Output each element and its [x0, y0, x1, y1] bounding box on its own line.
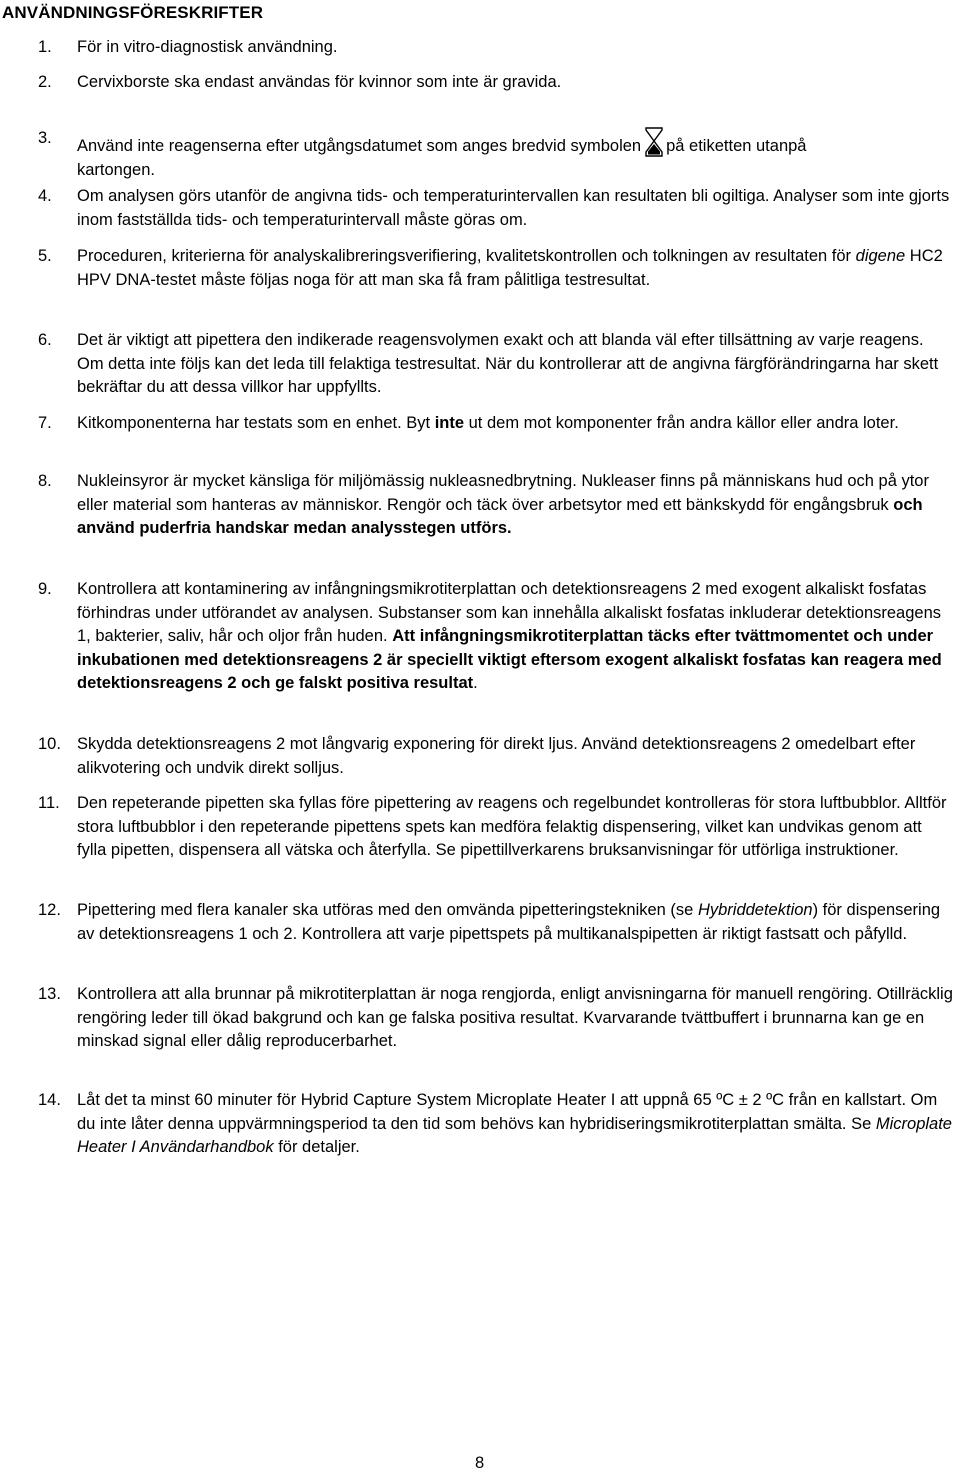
- list-item-1: [0, 36, 958, 60]
- list-item-12: [0, 899, 958, 946]
- item-text: Använd inte reagenserna efter utgångsdatumet som anges bredvid symbolen på etiketten utanpå kartongen.: [77, 127, 848, 182]
- item-text: Proceduren, kriterierna för analyskalibreringsverifiering, kvalitetskontrollen och tolkningen av resultaten för digene HC2 HPV DNA-testet måste följas noga för att man ska få fram pålitliga testresultat.: [77, 247, 943, 289]
- item-text: Den repeterande pipetten ska fyllas före pipettering av reagens och regelbundet kontrolleras för stora luftbubblor. Alltför stora luftbubblor i den repeterande pipettens spets kan medföra felaktig dispensering, vilket kan undvikas genom att fylla pipetten, dispensera all vätska och återfylla. Se pipettillverkarens bruksanvisningar för utförliga instruktioner.: [77, 794, 947, 859]
- list-item-13: [0, 983, 958, 1054]
- item-number: 2.: [38, 73, 52, 91]
- item-text: Om analysen görs utanför de angivna tids- och temperaturintervallen kan resultaten bli ogiltiga. Analyser som inte gjorts inom fastställda tids- och temperaturintervall måste göras om.: [77, 187, 950, 229]
- item-text: Låt det ta minst 60 minuter för Hybrid Capture System Microplate Heater I att uppnå 65 ºC ± 2 ºC från en kallstart. Om du inte låter denna uppvärmningsperiod ta den tid som behövs kan hybridiseringsmikrotiterplattan smälta. Se Microplate Heater I Användarhandbok för detaljer.: [77, 1091, 952, 1156]
- item-text: Pipettering med flera kanaler ska utföras med den omvända pipetteringstekniken (se Hybriddetektion) för dispensering av detektionsreagens 1 och 2. Kontrollera att varje pipettspets på multikanalspipetten är riktigt fastsatt och påfylld.: [77, 901, 941, 943]
- item-text: Det är viktigt att pipettera den indikerade reagensvolymen exakt och att blanda väl efter tillsättning av varje reagens. Om detta inte följs kan det leda till felaktiga testresultat. När du kontrollerar att de angivna färgförändringarna har skett bekräftar du att dessa villkor har uppfyllts.: [77, 331, 939, 396]
- list-item-6: [0, 329, 958, 400]
- hourglass-icon: [645, 127, 663, 157]
- item-text: Kontrollera att kontaminering av infångningsmikrotiterplattan och detektionsreagens 2 med exogent alkaliskt fosfatas förhindras under utförandet av analysen. Substanser som kan innehålla alkaliskt fosfatas inkluderar detektionsreagens 1, bakterier, saliv, hår och oljor från huden. Att infångningsmikrotiterplattan täcks efter tvättmomentet och under inkubationen med detektionsreagens 2 är speciellt viktigt eftersom exogent alkaliskt fosfatas kan reagera med detektionsreagens 2 och ge falskt positiva resultat.: [77, 580, 942, 692]
- list-item-14: [0, 1089, 958, 1160]
- list-item-4: [0, 185, 958, 232]
- section-heading: ANVÄNDNINGSFÖRESKRIFTER: [2, 3, 264, 22]
- item-number: 14.: [38, 1091, 61, 1109]
- item-number: 10.: [38, 735, 61, 753]
- item-number: 13.: [38, 985, 61, 1003]
- list-item-5: [0, 245, 958, 292]
- list-item-10: [0, 733, 958, 780]
- item-number: 4.: [38, 187, 52, 205]
- list-item-7: [0, 412, 958, 436]
- item-text: Cervixborste ska endast användas för kvinnor som inte är gravida.: [77, 73, 562, 91]
- item-number: 5.: [38, 247, 52, 265]
- item-number: 8.: [38, 472, 52, 490]
- item-number: 6.: [38, 331, 52, 349]
- item-number: 3.: [38, 129, 52, 147]
- list-item-8: [0, 470, 958, 541]
- item-text: För in vitro-diagnostisk användning.: [77, 38, 338, 56]
- list-item-2: [0, 71, 958, 95]
- page-number: 8: [475, 1454, 485, 1472]
- item-number: 12.: [38, 901, 61, 919]
- item-number: 11.: [38, 794, 60, 812]
- item-number: 7.: [38, 414, 52, 432]
- item-number: 9.: [38, 580, 52, 598]
- item-text: Nukleinsyror är mycket känsliga för miljömässig nukleasnedbrytning. Nukleaser finns på människans hud och på ytor eller material som hanteras av människor. Rengör och täck över arbetsytor med ett bänkskydd för engångsbruk och använd puderfria handskar medan analysstegen utförs.: [77, 472, 929, 537]
- item-text: Skydda detektionsreagens 2 mot långvarig exponering för direkt ljus. Använd detektionsreagens 2 omedelbart efter alikvotering och undvik direkt solljus.: [77, 735, 916, 777]
- list-item-3: [0, 127, 958, 182]
- list-item-9: [0, 578, 958, 696]
- list-item-11: [0, 792, 958, 863]
- item-number: 1.: [38, 38, 52, 56]
- item-text: Kontrollera att alla brunnar på mikrotiterplattan är noga rengjorda, enligt anvisningarna för manuell rengöring. Otillräcklig rengöring leder till ökad bakgrund och kan ge falska positiva resultat. Kvarvarande tvättbuffert i brunnarna kan ge en minskad signal eller dålig reproducerbarhet.: [77, 985, 953, 1050]
- item-text: Kitkomponenterna har testats som en enhet. Byt inte ut dem mot komponenter från andra källor eller andra loter.: [77, 414, 899, 432]
